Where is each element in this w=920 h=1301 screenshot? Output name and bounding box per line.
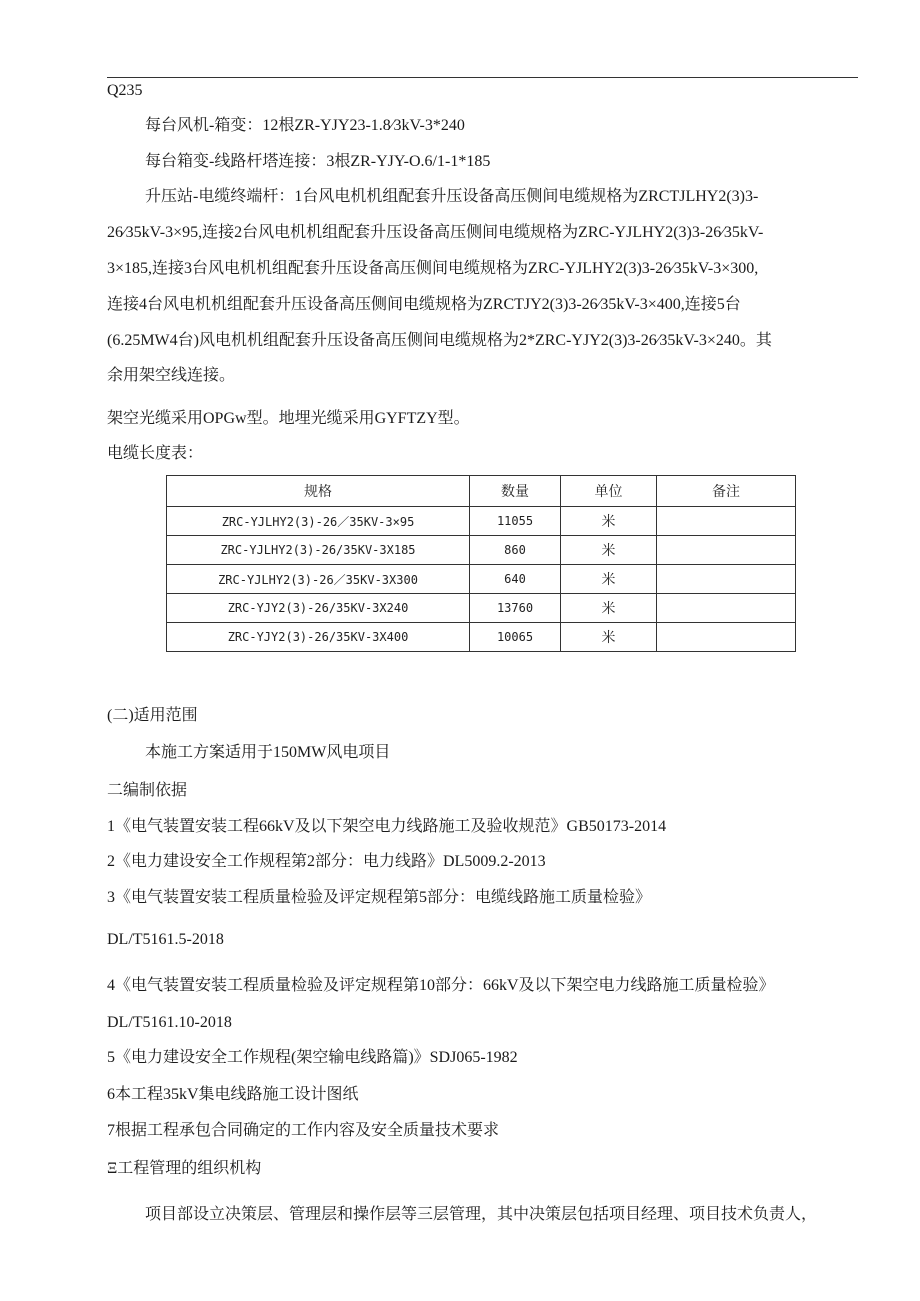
table-row xyxy=(167,565,796,594)
text-optical-cable: 架空光缆采用OPGw型。地埋光缆采用GYFTZY型。 xyxy=(107,410,470,427)
header-spec: 规格 xyxy=(167,476,470,507)
table-row xyxy=(167,623,796,652)
cell-spec: ZRC-YJY2(3)-26/35KV-3X240 xyxy=(167,594,470,623)
cell-note xyxy=(657,623,796,652)
basis-item-1: 1《电气装置安装工程66kV及以下架空电力线路施工及验收规范》GB50173-2014 xyxy=(107,818,667,835)
cell-note xyxy=(657,507,796,536)
text-scope: 本施工方案适用于150MW风电项目 xyxy=(145,744,391,761)
basis-item-2: 2《电力建设安全工作规程第2部分：电力线路》DL5009.2-2013 xyxy=(107,853,546,870)
text-booster-cable-l2: 26⁄35kV-3×95,连接2台风电机机组配套升压设备高压侧间电缆规格为ZRC-YJLHY2(3)3-26⁄35kV- xyxy=(107,224,764,241)
cell-qty: 13760 xyxy=(470,594,561,623)
header-note: 备注 xyxy=(657,476,796,507)
cell-unit: 米 xyxy=(561,565,657,594)
text-booster-cable-l1: 升压站-电缆终端杆：1台风电机机组配套升压设备高压侧间电缆规格为ZRCTJLHY2(3)3- xyxy=(145,188,759,205)
cell-qty: 10065 xyxy=(470,623,561,652)
basis-item-4-code: DL/T5161.10-2018 xyxy=(107,1014,232,1031)
cell-unit: 米 xyxy=(561,623,657,652)
text-fan-box-cable: 每台风机-箱变：12根ZR-YJY23-1.8⁄3kV-3*240 xyxy=(145,117,465,134)
cell-qty: 860 xyxy=(470,536,561,565)
basis-item-6: 6本工程35kV集电线路施工设计图纸 xyxy=(107,1086,359,1103)
section-organization-heading: Ξ工程管理的组织机构 xyxy=(107,1160,262,1177)
basis-item-5: 5《电力建设安全工作规程(架空输电线路篇)》SDJ065-1982 xyxy=(107,1049,518,1066)
cell-qty: 640 xyxy=(470,565,561,594)
text-q235: Q235 xyxy=(107,82,143,99)
basis-item-3: 3《电气装置安装工程质量检验及评定规程第5部分：电缆线路施工质量检验》 xyxy=(107,889,652,906)
cell-unit: 米 xyxy=(561,507,657,536)
cell-qty: 11055 xyxy=(470,507,561,536)
section-scope-heading: (二)适用范围 xyxy=(107,707,198,724)
header-rule xyxy=(107,77,858,78)
cell-note xyxy=(657,594,796,623)
text-box-tower-cable: 每台箱变-线路杆塔连接：3根ZR-YJY-O.6/1-1*185 xyxy=(145,153,491,170)
text-table-caption: 电缆长度表： xyxy=(107,445,204,462)
text-booster-cable-l4: 连接4台风电机机组配套升压设备高压侧间电缆规格为ZRCTJY2(3)3-26⁄35kV-3×400,连接5台 xyxy=(107,296,741,313)
cell-spec: ZRC-YJLHY2(3)-26／35KV-3X300 xyxy=(167,565,470,594)
cell-unit: 米 xyxy=(561,594,657,623)
basis-item-4: 4《电气装置安装工程质量检验及评定规程第10部分：66kV及以下架空电力线路施工质量检验》 xyxy=(107,977,775,994)
cell-note xyxy=(657,536,796,565)
cell-spec: ZRC-YJLHY2(3)-26／35KV-3×95 xyxy=(167,507,470,536)
table-row xyxy=(167,507,796,536)
cell-spec: ZRC-YJLHY2(3)-26/35KV-3X185 xyxy=(167,536,470,565)
cell-unit: 米 xyxy=(561,536,657,565)
table-header-row xyxy=(167,476,796,507)
text-booster-cable-l3: 3×185,连接3台风电机机组配套升压设备高压侧间电缆规格为ZRC-YJLHY2(3)3-26⁄35kV-3×300, xyxy=(107,260,759,277)
basis-item-3-code: DL/T5161.5-2018 xyxy=(107,931,224,948)
cell-note xyxy=(657,565,796,594)
basis-item-7: 7根据工程承包合同确定的工作内容及安全质量技术要求 xyxy=(107,1122,500,1139)
text-organization: 项目部设立决策层、管理层和操作层等三层管理，其中决策层包括项目经理、项目技术负责人， xyxy=(145,1206,818,1223)
text-booster-cable-l5: (6.25MW4台)风电机机组配套升压设备高压侧间电缆规格为2*ZRC-YJY2(3)3-26⁄35kV-3×240。其 xyxy=(107,332,772,349)
table-row xyxy=(167,594,796,623)
header-qty: 数量 xyxy=(470,476,561,507)
cell-spec: ZRC-YJY2(3)-26/35KV-3X400 xyxy=(167,623,470,652)
section-basis-heading: 二编制依据 xyxy=(107,782,188,799)
table-row xyxy=(167,536,796,565)
text-booster-cable-l6: 余用架空线连接。 xyxy=(107,367,236,384)
cable-length-table xyxy=(166,475,796,652)
header-unit: 单位 xyxy=(561,476,657,507)
